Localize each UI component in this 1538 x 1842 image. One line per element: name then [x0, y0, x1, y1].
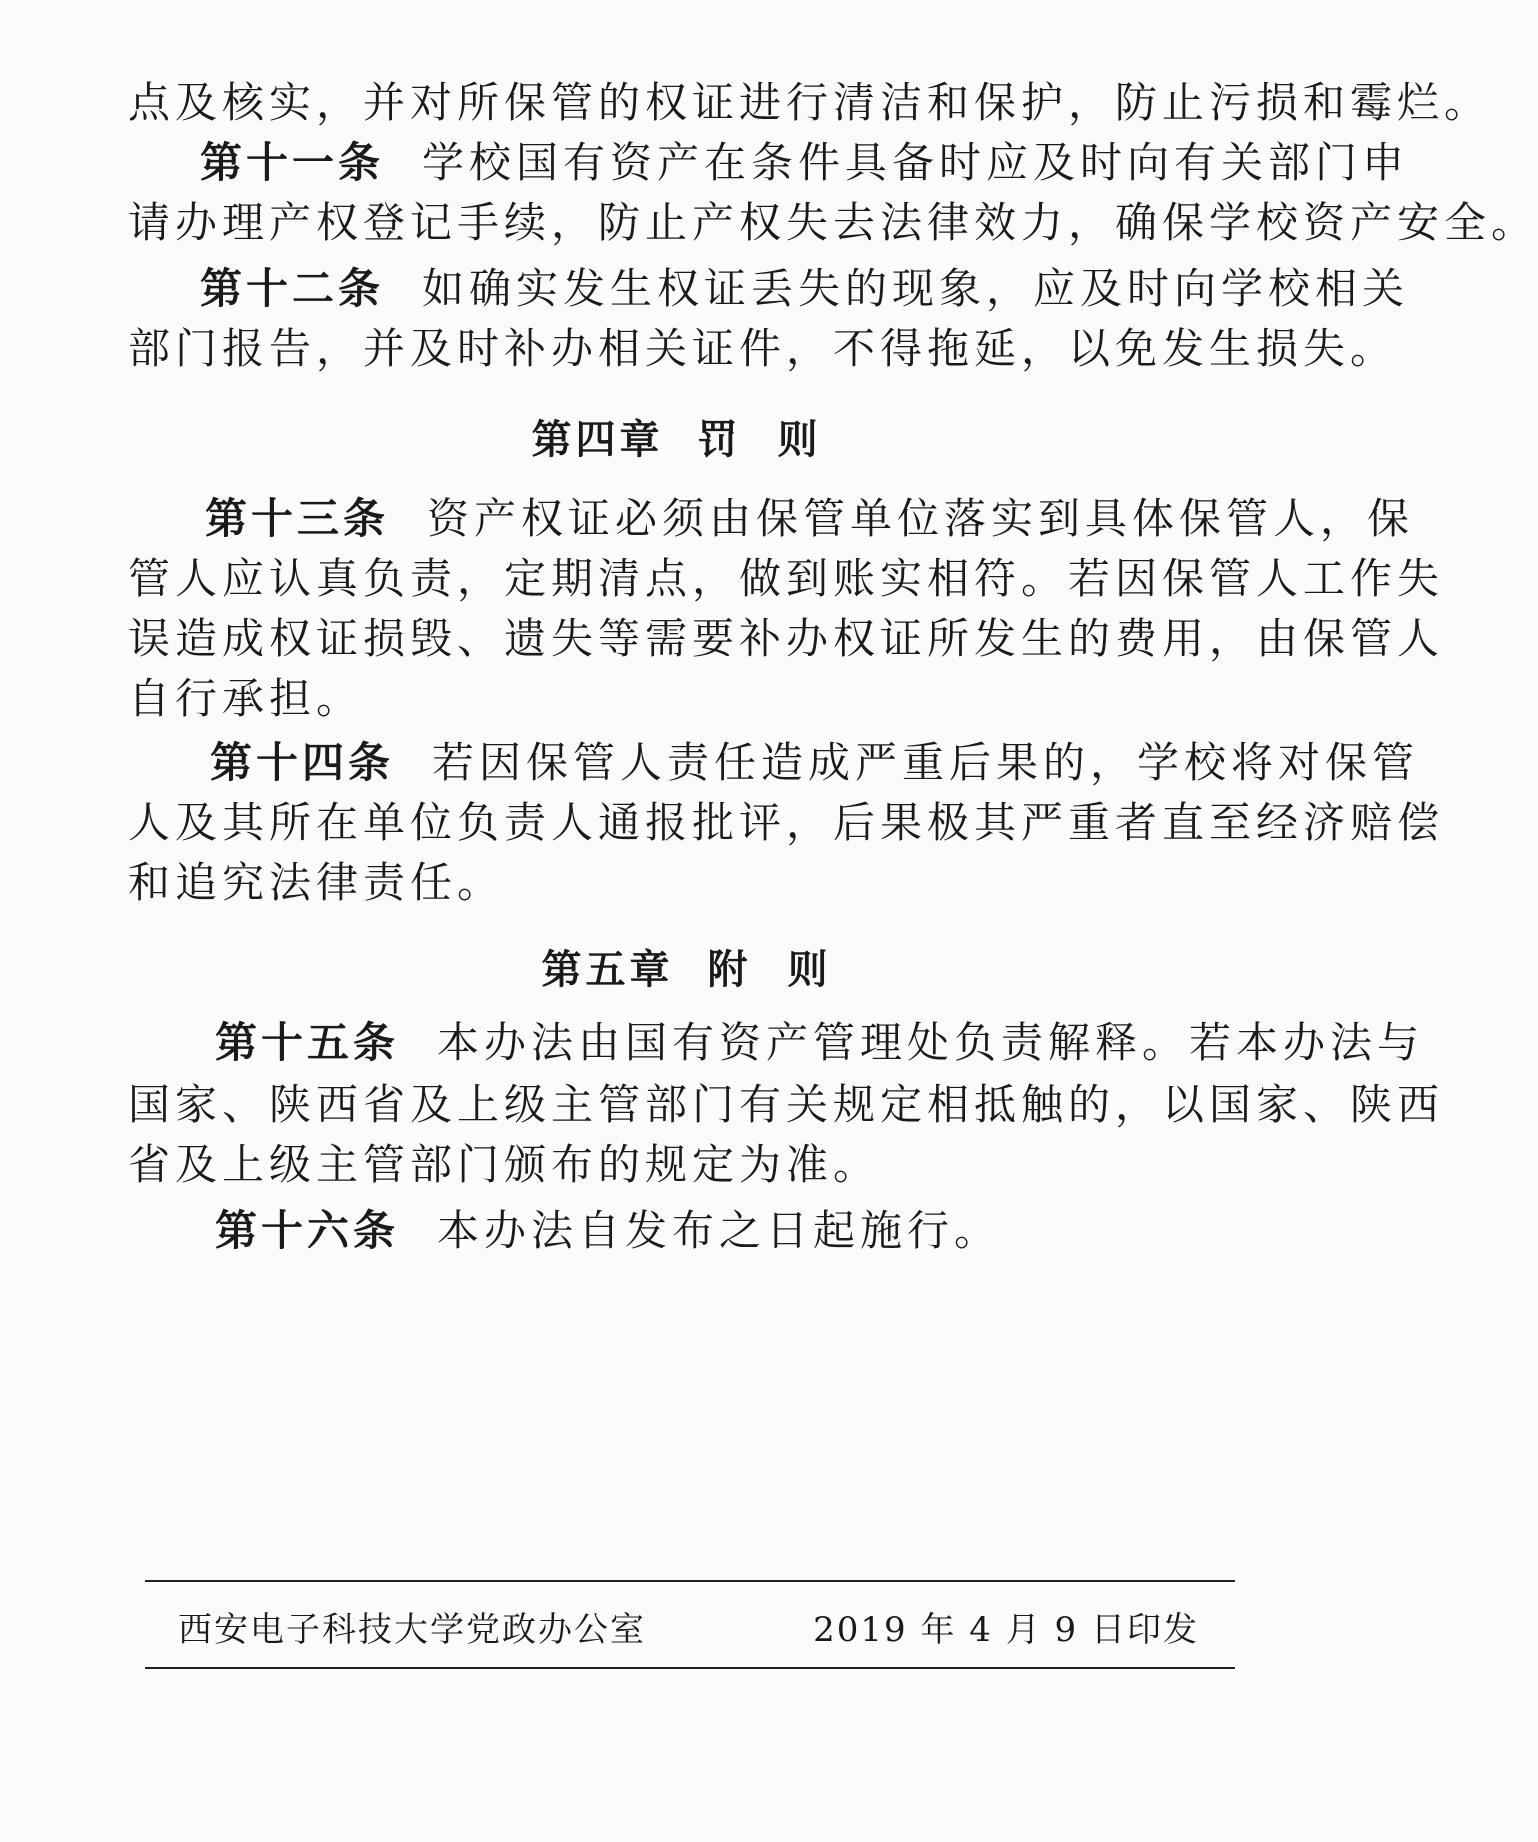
article-label: 第十四条 [210, 738, 395, 787]
line-text: 如确实发生权证丢失的现象，应及时向学校相关 [422, 264, 1410, 313]
text-line [128, 792, 1445, 854]
article-label: 第十六条 [215, 1206, 400, 1255]
article-label: 第十一条 [200, 138, 385, 187]
article-15 [215, 1012, 1425, 1074]
line-text: 学校国有资产在条件具备时应及时向有关部门申 [422, 138, 1410, 187]
chapter-number: 第四章 [531, 417, 664, 463]
text-line [128, 1134, 1228, 1196]
line-text: 误造成权证损毁、遗失等需要补办权证所发生的费用，由保管人 [128, 614, 1445, 663]
article-label: 第十三条 [205, 494, 390, 543]
article-label: 第十二条 [200, 264, 385, 313]
chapter-title: 附则 [707, 947, 868, 993]
line-text: 请办理产权登记手续，防止产权失去法律效力，确保学校资产安全。 [128, 198, 1538, 247]
text-line [128, 1074, 1445, 1136]
line-text: 省及上级主管部门颁布的规定为准。 [128, 1140, 881, 1189]
text-line [128, 852, 1228, 914]
line-text: 国家、陕西省及上级主管部门有关规定相抵触的，以国家、陕西 [128, 1080, 1445, 1129]
line-text: 点及核实，并对所保管的权证进行清洁和保护，防止污损和霉烂。 [128, 78, 1492, 127]
line-text: 人及其所在单位负责人通报批评，后果极其严重者直至经济赔偿 [128, 798, 1445, 847]
text-line [128, 192, 1538, 254]
footer-issuer: 西安电子科技大学党政办公室 [178, 1610, 646, 1650]
article-14 [210, 732, 1420, 794]
line-text: 资产权证必须由保管单位落实到具体保管人，保 [427, 494, 1415, 543]
text-line [128, 72, 1492, 134]
footer-date: 2019 年 4 月 9 日印发 [813, 1610, 1199, 1650]
text-line [128, 548, 1445, 610]
chapter-heading-4 [0, 410, 1389, 470]
footer-top-rule [145, 1580, 1235, 1582]
article-11 [200, 132, 1410, 194]
footer-bottom-rule [145, 1667, 1235, 1669]
chapter-title: 罚则 [697, 417, 858, 463]
article-13 [205, 488, 1415, 550]
line-text: 本办法由国有资产管理处负责解释。若本办法与 [437, 1018, 1425, 1067]
line-text: 若因保管人责任造成严重后果的，学校将对保管 [432, 738, 1420, 787]
article-16 [215, 1200, 1315, 1262]
article-12 [200, 258, 1410, 320]
text-line [128, 608, 1445, 670]
line-text: 部门报告，并及时补办相关证件，不得拖延，以免发生损失。 [128, 324, 1398, 373]
chapter-number: 第五章 [541, 947, 674, 993]
line-text: 和追究法律责任。 [128, 858, 505, 907]
chapter-heading-5 [10, 940, 1399, 1000]
line-text: 本办法自发布之日起施行。 [437, 1206, 1002, 1255]
text-line [128, 318, 1398, 380]
line-text: 管人应认真负责，定期清点，做到账实相符。若因保管人工作失 [128, 554, 1445, 603]
text-line [128, 668, 1228, 730]
article-label: 第十五条 [215, 1018, 400, 1067]
line-text: 自行承担。 [128, 674, 364, 723]
